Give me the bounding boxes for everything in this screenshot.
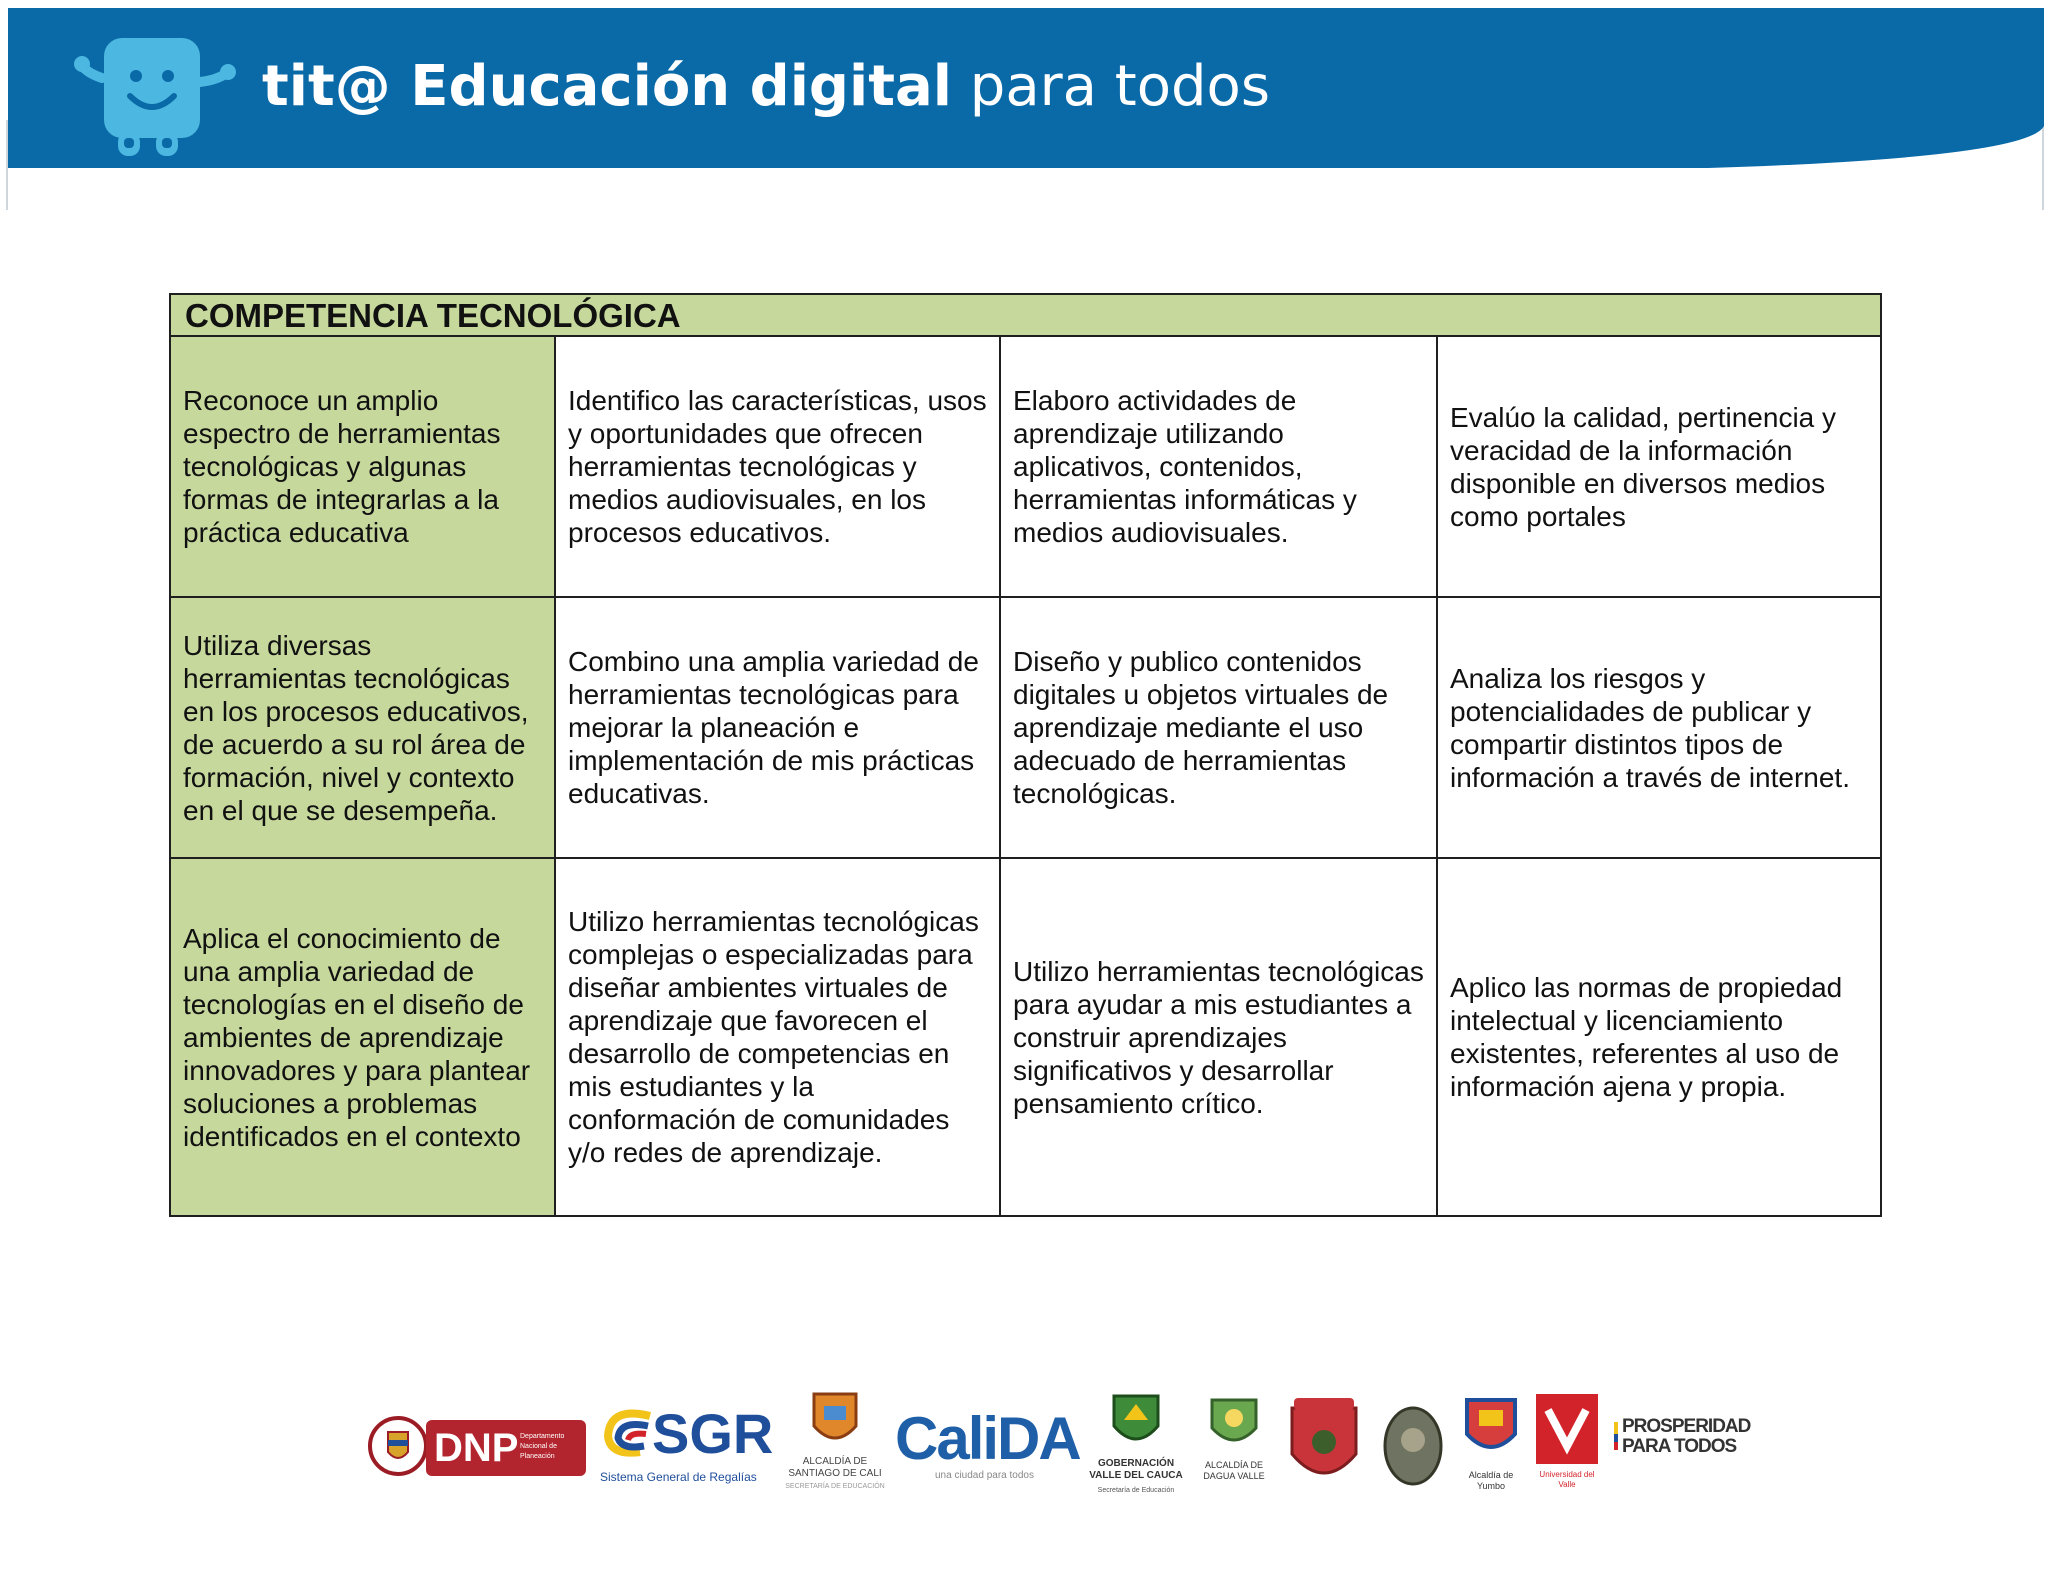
round-shield-icon bbox=[1378, 1394, 1448, 1494]
dnp-logo-text: DNP bbox=[434, 1426, 519, 1470]
competence-cell: Reconoce un amplio espectro de herramientas tecnológicas y algunas formas de integrarlas a la práctica educativa bbox=[170, 336, 555, 597]
calida-logo-text: CaliDA bbox=[895, 1405, 1080, 1472]
level-cell: Diseño y publico contenidos digitales u objetos virtuales de aprendizaje mediante el uso adecuado de herramientas tecnológicas. bbox=[1000, 597, 1437, 858]
cali-logo-sub2: SECRETARÍA DE EDUCACIÓN bbox=[785, 1483, 885, 1490]
dnp-logo-sub: Departamento Nacional de Planeación bbox=[520, 1433, 565, 1460]
alcaldia-dagua-logo bbox=[1194, 1394, 1274, 1504]
municipal-shield-1 bbox=[1284, 1396, 1364, 1496]
dagua-shield-icon bbox=[1206, 1394, 1262, 1454]
level-cell: Combino una amplia variedad de herramientas tecnológicas para mejorar la planeación e implementación de mis prácticas educativas. bbox=[555, 597, 1000, 858]
sgr-logo-sub: Sistema General de Regalías bbox=[600, 1470, 757, 1484]
cali-shield-icon bbox=[810, 1390, 860, 1452]
sponsor-logos bbox=[360, 1390, 1750, 1510]
calida-logo bbox=[895, 1405, 1080, 1486]
level-cell: Identifico las características, usos y oportunidades que ofrecen herramientas tecnológicas y medios audiovisuales, en los procesos educativos. bbox=[555, 336, 1000, 597]
calida-logo-sub: una ciudad para todos bbox=[935, 1470, 1034, 1481]
sgr-swirl-icon bbox=[600, 1406, 660, 1466]
level-cell: Analiza los riesgos y potencialidades de publicar y compartir distintos tipos de información a través de internet. bbox=[1437, 597, 1881, 858]
level-cell: Aplico las normas de propiedad intelectual y licenciamiento existentes, referentes al uso de información ajena y propia. bbox=[1437, 858, 1881, 1216]
valle-shield-icon bbox=[1108, 1390, 1164, 1454]
brand-title bbox=[262, 52, 1270, 122]
univalle-logo bbox=[1534, 1392, 1600, 1504]
level-cell: Utilizo herramientas tecnológicas complejas o especializadas para diseñar ambientes virtuales de aprendizaje que favorecen el desarrollo de competencias en mis estudiantes y la conformación de comunidades y/o redes de aprendizaje. bbox=[555, 858, 1000, 1216]
prosperidad-text: PROSPERIDAD bbox=[1622, 1416, 1751, 1437]
municipal-shield-2 bbox=[1378, 1394, 1448, 1494]
table-row bbox=[170, 597, 1881, 858]
gobernacion-valle-logo bbox=[1086, 1390, 1186, 1505]
table-title: COMPETENCIA TECNOLÓGICA bbox=[170, 294, 1881, 336]
colombia-coat-of-arms-icon bbox=[368, 1414, 428, 1478]
smiling-mascot-icon bbox=[72, 32, 242, 162]
competence-table bbox=[169, 293, 1882, 1217]
prosperidad-logo bbox=[1614, 1416, 1750, 1466]
alcaldia-cali-logo bbox=[780, 1390, 890, 1505]
sgr-logo-text: SGR bbox=[652, 1402, 774, 1465]
univalle-logo-sub: Universidad del Valle bbox=[1539, 1470, 1595, 1489]
sgr-logo bbox=[600, 1402, 774, 1492]
alcaldia-yumbo-logo bbox=[1456, 1394, 1526, 1506]
level-cell: Elaboro actividades de aprendizaje utilizando aplicativos, contenidos, herramientas informáticas y medios audiovisuales. bbox=[1000, 336, 1437, 597]
valle-logo-sub2: Secretaría de Educación bbox=[1097, 1487, 1175, 1494]
table-row bbox=[170, 858, 1881, 1216]
dagua-logo-sub: ALCALDÍA DE DAGUA VALLE bbox=[1203, 1460, 1265, 1481]
valle-logo-sub: GOBERNACIÓN VALLE DEL CAUCA bbox=[1089, 1458, 1183, 1481]
table-row bbox=[170, 336, 1881, 597]
cali-logo-sub: ALCALDÍA DE SANTIAGO DE CALI bbox=[788, 1456, 882, 1479]
level-cell: Utilizo herramientas tecnológicas para ayudar a mis estudiantes a construir aprendizajes significativos y desarrollar pensamiento crítico. bbox=[1000, 858, 1437, 1216]
brand-title-bold: tit@ Educación digital bbox=[262, 54, 952, 119]
yumbo-shield-icon bbox=[1461, 1394, 1521, 1464]
dnp-logo bbox=[368, 1412, 588, 1482]
prosperidad-text2: PARA TODOS bbox=[1622, 1436, 1737, 1457]
brand-title-light: para todos bbox=[969, 54, 1270, 119]
yumbo-logo-sub: Alcaldía de Yumbo bbox=[1468, 1470, 1514, 1491]
competence-cell: Utiliza diversas herramientas tecnológicas en los procesos educativos, de acuerdo a su rol área de formación, nivel y contexto en el que se desempeña. bbox=[170, 597, 555, 858]
level-cell: Evalúo la calidad, pertinencia y veracidad de la información disponible en diversos medios como portales bbox=[1437, 336, 1881, 597]
competence-cell: Aplica el conocimiento de una amplia variedad de tecnologías en el diseño de ambientes de aprendizaje innovadores y para plantear soluciones a problemas identificados en el contexto bbox=[170, 858, 555, 1216]
red-shield-icon bbox=[1284, 1396, 1364, 1496]
univalle-icon bbox=[1534, 1392, 1600, 1466]
